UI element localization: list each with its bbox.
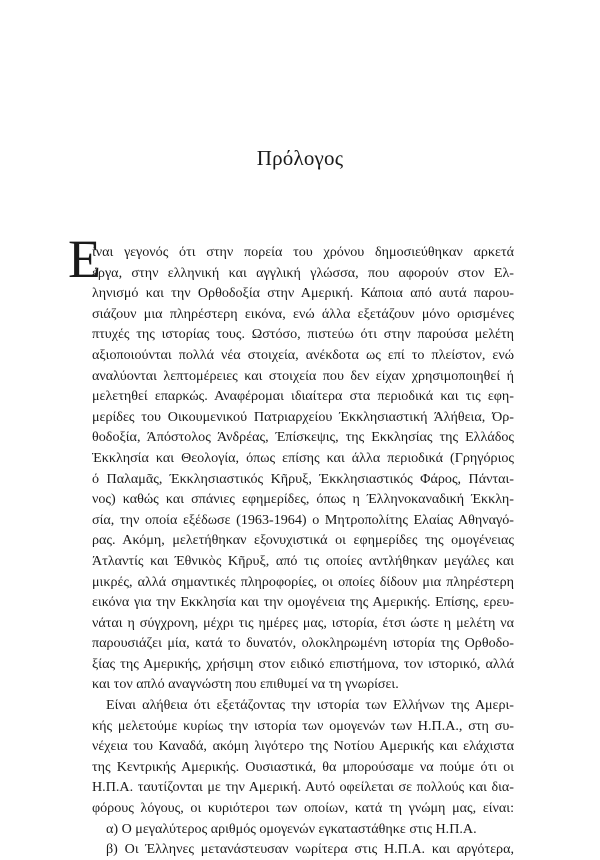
text-line: ρας. Ακόμη, μελετήθηκαν εξονυχιστικά οι εφημερίδες της ομογένειας [92,532,514,549]
text-line: ό Παλαμᾶς, Έκκλησιαστικός Κῆρυξ, Έκκλησιαστικός Φάρος, Πάνται- [92,470,514,487]
paragraph-1 [68,229,514,695]
text-line: πτυχές της ιστορίας τους. Ωστόσο, πιστεύω ότι στην παρούσα μελέτη [92,326,514,343]
text-line: Έκκλησία και Θεολογία, όπως επίσης και άλλα περιοδικά (Γρηγόριος [92,449,514,466]
text-line: ίναι γεγονός ότι στην πορεία του χρόνου δημοσιεύθηκαν αρκετά [92,244,514,260]
text-line: και τον απλό αναγνώστη που επιθυμεί να τη γνωρίσει. [92,676,399,693]
text-line: νος) καθώς και σπάνιες εφημερίδες, όπως η Έλληνοκαναδική Έκκλη- [92,491,514,508]
text-line: παρουσιάζει μία, κατά το δυνατόν, ολοκληρωμένη ιστορία της Ορθοδο- [92,635,514,652]
text-line: νάται η σύγχρονη, μέχρι τις ημέρες μας, ιστορία, έτσι ώστε η μελέτη να [92,614,514,631]
drop-cap: Ε [68,229,101,289]
text-line: Η.Π.Α. ταυτίζονται με την Αμερική. Αυτό οφείλεται σε πολλούς και δια- [92,779,514,796]
text-line: της Κεντρικής Αμερικής. Ουσιαστικά, θα μπορούσαμε να πούμε ότι οι [92,758,514,775]
text-line: ληνισμό και την Ορθοδοξία στην Αμερική. Κάποια από αυτά παρου- [92,285,514,302]
body-text [68,229,514,860]
list-item: α) Ο μεγαλύτερος αριθμός ομογενών εγκαταστάθηκε στις Η.Π.Α. [106,820,477,837]
text-line: κής μελετούμε κυρίως την ιστορία των ομογενών των Η.Π.Α., στη συ- [92,717,514,734]
text-line: μελετηθεί επαρκώς. Αναφέρομαι ιδιαίτερα στα περιοδικά και τις εφη- [92,388,514,405]
text-line: θοδοξία, Άπόστολος Άνδρέας, Έπίσκεψις, της Εκκλησίας της Ελλάδος [92,429,514,446]
text-line: σιάζουν μια πληρέστερη εικόνα, ενώ άλλα εξετάζουν μόνο ορισμένες [92,305,514,322]
text-line: φόρους λόγους, οι κυριότεροι των οποίων, κατά τη γνώμη μας, είναι: [92,800,514,817]
text-line: αξιοποιούνται πολλά νέα στοιχεία, ανέκδοτα ως επί το πλείστον, ενώ [92,346,514,363]
item-list [92,819,514,860]
paragraph-2 [92,695,514,819]
text-line: αναλύονται λεπτομέρειες και στοιχεία που δεν είχαν χρησιμοποιηθεί ή [92,367,514,384]
text-line: Είναι αλήθεια ότι εξετάζοντας την ιστορία των Ελλήνων της Αμερι- [106,697,514,714]
text-line: μικρές, αλλά σημαντικές πληροφορίες, οι οποίες δίδουν μια πληρέστερη [92,573,514,590]
text-line: εικόνα για την Εκκλησία και την ομογένεια της Αμερικής. Επίσης, ερευ- [92,594,514,611]
text-line: νέχεια του Καναδά, ακόμη λιγότερο της Νοτίου Αμερικής και ελάχιστα [92,738,514,755]
text-line: σία, την οποία εξέδωσε (1963-1964) ο Μητροπολίτης Ελαίας Αθηναγό- [92,511,514,528]
list-item: β) Οι Έλληνες μετανάστευσαν νωρίτερα στις Η.Π.Α. και αργότερα, [106,841,514,858]
text-line: ξίας της Αμερικής, χρήσιμη στον ειδικό επιστήμονα, τον ιστορικό, αλλά [92,655,514,672]
text-line: μερίδες του Οικουμενικού Πατριαρχείου Έκκλησιαστική Άλήθεια, Όρ- [92,408,514,425]
text-line: Άτλαντίς και Έθνικὸς Κῆρυξ, από τις οποίες αντλήθηκαν μεγάλες και [92,552,514,569]
text-line: έργα, στην ελληνική και αγγλική γλώσσα, που αφορούν στον Ελ- [92,264,514,281]
page-title: Πρόλογος [256,146,344,170]
